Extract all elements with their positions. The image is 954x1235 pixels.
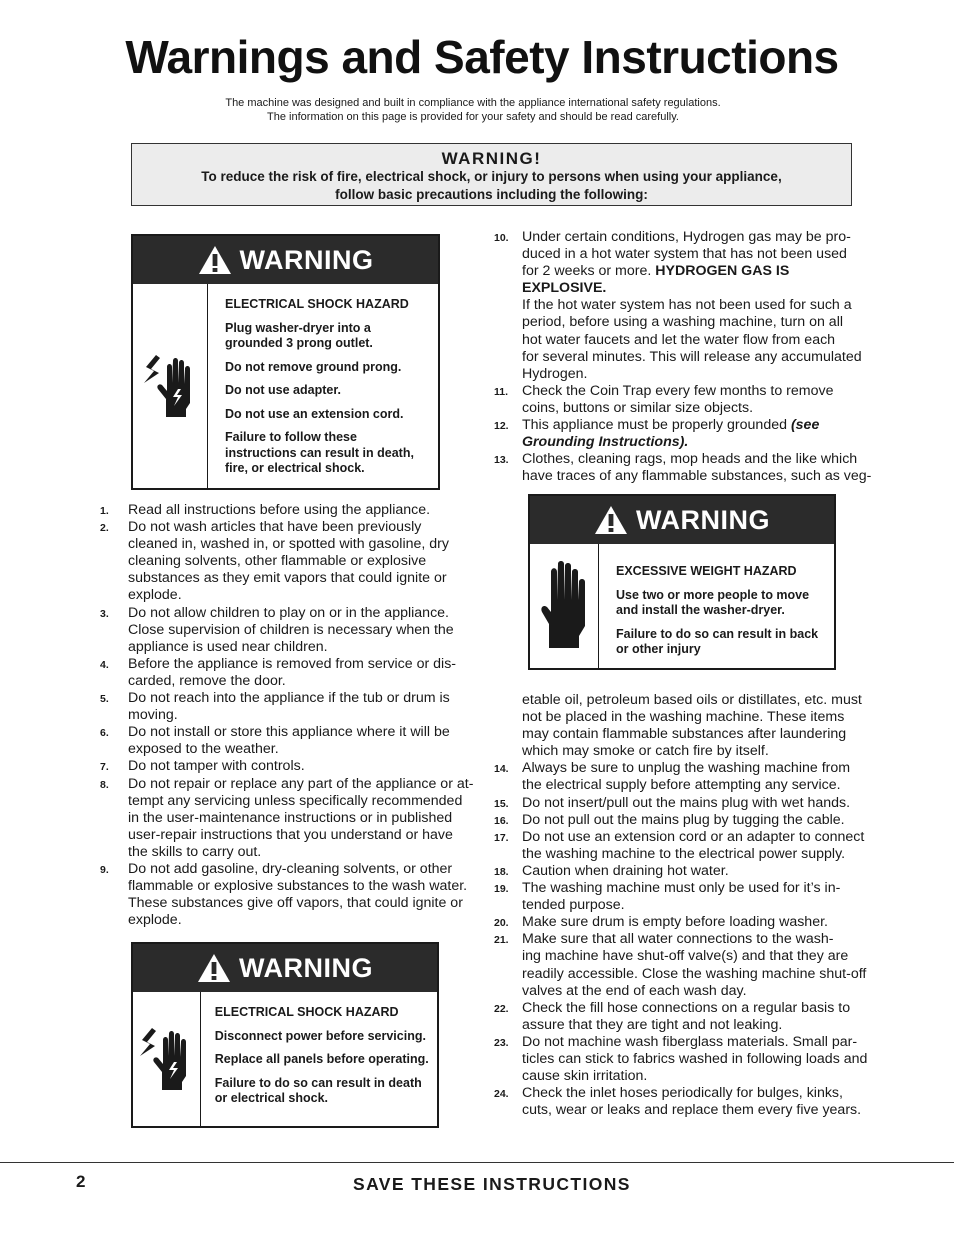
item-line: The washing machine must only be used for it’s in- [522,880,841,897]
list-item [100,861,480,929]
panel-icon-cell [530,544,599,668]
list-item [494,795,879,812]
item-line: Check the fill hose connections on a regular basis to [522,999,851,1016]
alert-triangle-icon [594,505,628,535]
warning-panel-header [530,496,834,544]
item-number: 4. [100,658,109,671]
alert-triangle-icon [197,953,231,983]
safety-list-right-top [494,229,874,485]
item-line: cuts, wear or leaks and replace them every five years. [522,1102,862,1119]
item-line: cleaned in, washed in, or spotted with gasoline, dry [128,536,449,553]
item-line: Hydrogen. [522,365,588,382]
list-item [494,1000,879,1034]
item-line [522,263,874,297]
item-line: cause skin irritation. [522,1068,648,1085]
item-line: readily accessible. Close the washing machine shut-off [522,965,867,982]
footer-divider [0,1162,954,1163]
item-number: 18. [494,865,509,878]
item-line: Do not install or store this appliance where it will be [128,724,450,741]
list-item [494,383,874,417]
item-line: Do not reach into the appliance if the tub or drum is [128,690,450,707]
panel-icon-cell [133,992,201,1126]
list-item [494,760,879,794]
electric-shock-hand-icon [142,351,198,421]
item-line: user-repair instructions that you understand or have [128,826,453,843]
item-number: 22. [494,1002,509,1015]
item-line: Make sure that all water connections to the wash- [522,931,834,948]
item-number: 8. [100,778,109,791]
item-line: the skills to carry out. [128,843,262,860]
item-line: explode. [128,587,182,604]
general-warning-line: To reduce the risk of fire, electrical shock, or injury to persons when using your appliance, [201,169,782,184]
item-number: 21. [494,934,509,947]
item-line: the electrical supply before attempting any service. [522,777,841,794]
list-item [100,519,480,604]
list-item [494,812,879,829]
list-item [494,1085,879,1119]
list-item [100,656,480,690]
panel-line: Disconnect power before servicing. [214,1028,426,1043]
item-line: Do not machine wash fiberglass materials. Small par- [522,1033,858,1050]
item-number: 20. [494,917,509,930]
item-line: in the user-maintenance instructions or in published [128,809,453,826]
item-line: hot water faucets and let the water flow from each [522,331,836,348]
item-text: This appliance must be properly grounded [522,417,791,434]
item-line: tempt any servicing unless specifically recommended [128,792,463,809]
item-number: 13. [494,454,509,467]
list-item [494,417,874,451]
intro-line: The machine was designed and built in compliance with the appliance international safety regulations. [225,97,721,109]
general-warning-box [131,143,852,206]
list-item [494,863,879,880]
item-number: 17. [494,831,509,844]
item-line: etable oil, petroleum based oils or distillates, etc. must [522,692,862,708]
item-number: 23. [494,1036,509,1049]
item-number: 10. [494,232,509,244]
item-line: Check the Coin Trap every few months to remove [522,382,834,399]
footer-save-instructions: SAVE THESE INSTRUCTIONS [353,1174,631,1194]
item-continuation [494,692,879,760]
item-line: Do not wash articles that have been previously [128,519,422,536]
item-number: 9. [100,863,109,876]
item-number: 1. [100,505,109,517]
list-item [100,690,480,724]
list-item [494,931,879,999]
item-line: Clothes, cleaning rags, mop heads and the like which [522,451,858,468]
item-line: Always be sure to unplug the washing machine from [522,760,851,777]
panel-line: EXCESSIVE WEIGHT HAZARD [616,564,797,578]
item-line: Do not tamper with controls. [128,758,305,775]
item-line: moving. [128,707,178,724]
list-item [494,451,874,485]
panel-line: Do not remove ground prong. [225,359,402,374]
item-line: Make sure drum is empty before loading washer. [522,914,828,931]
item-line: assure that they are tight and not leaking. [522,1016,783,1033]
item-line: Before the appliance is removed from service or dis- [128,655,457,672]
warning-signal-word: WARNING [239,244,374,275]
list-item [494,829,879,863]
panel-line: Do not use an extension cord. [225,406,404,421]
item-number: 14. [494,763,509,776]
item-text: for 2 weeks or more. [522,263,656,280]
item-line: which may smoke or catch fire by itself. [522,743,769,760]
safety-list-right-bottom [494,692,879,1119]
item-number: 5. [100,693,109,706]
item-line: duced in a hot water system that has not been used [522,246,847,263]
item-line: have traces of any flammable substances, such as veg- [522,468,872,485]
warning-signal-word: WARNING [239,952,373,983]
page-number: 2 [76,1172,86,1191]
list-item [494,229,874,383]
item-line: not be placed in the washing machine. These items [522,709,845,726]
panel-text [201,992,437,1126]
electric-shock-hand-icon [138,1024,194,1094]
panel-line: Failure to follow these instructions can result in death, fire, or electrical shock. [225,430,414,475]
item-line: Check the inlet hoses periodically for bulges, kinks, [522,1085,843,1102]
warning-panel-electrical-shock [131,942,439,1128]
item-line: the washing machine to the electrical power supply. [522,845,846,862]
item-line: Do not repair or replace any part of the appliance or at- [128,775,474,792]
item-number: 15. [494,797,509,810]
item-line: explode. [128,912,182,929]
item-number: 7. [100,761,109,774]
alert-triangle-icon [198,245,232,275]
list-item [100,724,480,758]
safety-list-left [100,502,480,929]
item-line: flammable or explosive substances to the wash water. [128,878,468,895]
item-line: appliance is used near children. [128,638,328,655]
panel-icon-cell [133,284,208,488]
item-line: ing machine have shut-off valve(s) and that they are [522,948,849,965]
panel-line: Use two or more people to move and install the washer-dryer. [616,587,810,617]
panel-text [599,544,829,668]
panel-line: ELECTRICAL SHOCK HAZARD [214,1005,399,1019]
item-line: carded, remove the door. [128,672,286,689]
item-line: tended purpose. [522,897,625,914]
item-line: Under certain conditions, Hydrogen gas may be pro- [522,229,851,245]
heavy-weight-hand-icon [539,560,589,652]
warning-panel-header [133,944,437,992]
item-line: Do not allow children to play on or in the appliance. [128,604,449,621]
list-item [100,502,480,519]
warning-panel-header [133,236,438,284]
item-line: valves at the end of each wash day. [522,982,747,999]
item-line: cleaning solvents, other flammable or explosive [128,553,427,570]
item-line [522,417,874,434]
warning-panel-electrical-shock [131,234,440,490]
list-item [494,1034,879,1085]
item-line: ticles can stick to fabrics washed in following loads and [522,1050,868,1067]
panel-line: Do not use adapter. [225,383,341,397]
list-item [100,758,480,775]
item-line: Close supervision of children is necessary when the [128,621,454,638]
panel-text [208,284,433,488]
item-number: 6. [100,727,109,740]
item-number: 3. [100,607,109,620]
item-line: substances as they emit vapors that could ignite or [128,570,447,587]
item-line: Caution when draining hot water. [522,862,729,879]
panel-line: Plug washer-dryer into a grounded 3 prong outlet. [225,320,373,350]
warning-panel-excessive-weight [528,494,836,670]
item-line: These substances give off vapors, that could ignite or [128,895,463,912]
item-number: 12. [494,420,509,433]
item-line: period, before using a washing machine, turn on all [522,314,843,331]
item-line: Do not pull out the mains plug by tugging the cable. [522,811,845,828]
list-item [494,880,879,914]
item-line: may contain flammable substances after laundering [522,726,847,743]
item-line: Do not insert/pull out the mains plug with wet hands. [522,794,851,811]
item-number: 11. [494,385,509,398]
panel-line: Failure to do so can result in death or electrical shock. [214,1075,422,1105]
warning-signal-word: WARNING [636,504,770,535]
list-item [494,914,879,931]
item-line: If the hot water system has not been used for such a [522,297,852,314]
list-item [100,605,480,656]
item-emphasis: (see [790,417,820,434]
general-warning-line: follow basic precautions including the following: [335,187,648,202]
item-line: coins, buttons or similar size objects. [522,399,754,416]
item-number: 16. [494,814,509,827]
intro-text [0,96,946,124]
page-title: Warnings and Safety Instructions [125,31,839,83]
item-line: Read all instructions before using the appliance. [128,502,431,518]
item-number: 19. [494,883,509,896]
general-warning-title: WARNING! [441,149,542,168]
item-number: 24. [494,1088,509,1101]
list-item [100,776,480,861]
panel-line: ELECTRICAL SHOCK HAZARD [225,297,409,311]
panel-line: Replace all panels before operating. [214,1052,429,1066]
item-line: Grounding Instructions). [522,434,689,451]
item-number: 2. [100,522,109,535]
panel-line: Failure to do so can result in back or other injury [616,626,819,656]
item-line: Do not add gasoline, dry-cleaning solvents, or other [128,860,453,877]
item-line: exposed to the weather. [128,741,279,758]
item-line: for several minutes. This will release any accumulated [522,348,862,365]
item-line: Do not use an extension cord or an adapter to connect [522,828,865,845]
item-emphasis: HYDROGEN GAS IS EXPLOSIVE. [522,263,790,297]
intro-line: The information on this page is provided for your safety and should be read carefully. [267,111,679,123]
